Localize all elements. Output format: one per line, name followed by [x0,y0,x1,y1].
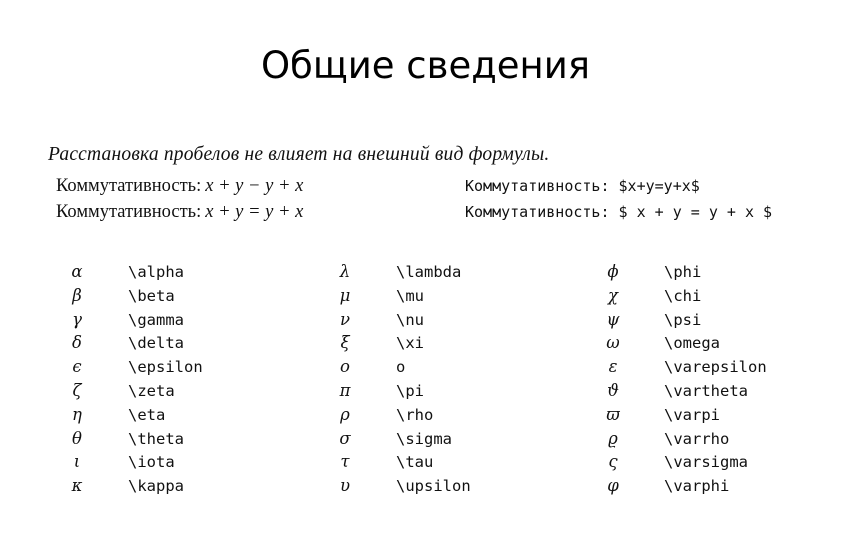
latex-command: \nu [396,310,424,329]
symbol-row [330,452,600,476]
latex-command: \lambda [396,263,462,281]
latex-command: \rho [396,405,434,424]
greek-symbol: ϑ [607,380,619,400]
latex-command: \pi [396,381,424,400]
formula-source-code: Коммутативность: $ x + y = y + x $ [465,203,773,221]
rendered-formula [56,176,303,197]
greek-symbol: μ [339,285,351,305]
greek-symbol: ϖ [606,404,620,424]
symbol-row [330,429,600,453]
greek-symbol: β [72,285,82,305]
latex-command: \eta [128,405,166,424]
symbol-row [62,357,332,381]
greek-symbol: χ [608,285,618,305]
symbol-row [598,405,851,429]
symbol-row [62,333,332,357]
symbol-row [330,333,600,357]
symbols-column-3 [598,262,851,500]
greek-symbol: o [340,357,350,377]
example-line-1 [56,176,846,202]
greek-symbol: ϱ [608,428,618,448]
greek-symbol: π [339,380,351,400]
latex-command: o [396,358,406,377]
symbol-row [62,452,332,476]
latex-command: \kappa [128,477,184,496]
latex-command: \iota [128,453,175,472]
symbol-row [62,262,332,286]
greek-symbol: ω [606,333,620,353]
symbol-row [62,286,332,310]
spacing-note: Расстановка пробелов не влияет на внешний вид формулы. [48,144,550,165]
formula-source-code: Коммутативность: $x+y=y+x$ [465,177,700,195]
latex-command: \varrho [664,429,730,448]
latex-command: \beta [128,286,175,305]
symbol-row [598,333,851,357]
rendered-formula [56,202,303,223]
greek-symbol: η [72,404,82,424]
symbol-row [330,310,600,334]
latex-command: \delta [128,334,184,353]
greek-symbol: ν [339,309,351,329]
greek-symbol: ι [73,452,81,472]
latex-command: \theta [128,429,184,448]
latex-command: \xi [396,334,424,353]
symbol-row [330,286,600,310]
latex-command: \phi [664,263,702,281]
symbol-row [330,405,600,429]
symbol-row [598,476,851,500]
latex-command: \epsilon [128,358,203,377]
symbol-row [598,310,851,334]
symbol-row [598,452,851,476]
greek-symbol: ψ [606,309,620,329]
symbols-column-2 [330,262,600,500]
greek-symbol: υ [339,476,351,496]
greek-symbol: τ [340,452,350,472]
symbol-row [62,476,332,500]
greek-symbol: ϵ [72,357,82,377]
formula-label: Коммутативность: [56,202,202,222]
symbol-row [330,476,600,500]
symbol-row [598,429,851,453]
latex-command: \varsigma [664,453,748,472]
symbol-row [62,429,332,453]
greek-symbol: σ [339,428,351,448]
symbol-row [598,381,851,405]
latex-command: \psi [664,310,702,329]
greek-symbol: ξ [340,333,350,353]
formula-math: x + y = y + x [205,202,304,222]
latex-command: \alpha [128,263,184,281]
symbol-row [62,405,332,429]
latex-command: \omega [664,334,720,353]
symbols-column-1 [62,262,332,500]
latex-command: \upsilon [396,477,471,496]
symbol-row [598,357,851,381]
greek-symbol: ς [608,452,618,472]
latex-command: \varpi [664,405,720,424]
greek-symbol: κ [71,476,83,496]
latex-command: \vartheta [664,381,748,400]
greek-symbol: ϕ [607,262,619,281]
symbol-row [62,381,332,405]
latex-command: \mu [396,286,424,305]
greek-symbol: γ [72,309,82,329]
greek-symbol: α [71,262,83,281]
greek-symbol: φ [607,476,619,496]
symbol-row [598,262,851,286]
symbol-row [330,357,600,381]
latex-command: \varphi [664,477,730,496]
formula-label: Коммутативность: [56,176,202,196]
latex-command: \tau [396,453,434,472]
latex-command: \zeta [128,381,175,400]
latex-command: \chi [664,286,702,305]
greek-symbol: ρ [340,404,350,424]
slide-title: Общие сведения [260,44,591,87]
symbol-row [598,286,851,310]
latex-command: \varepsilon [664,358,767,377]
symbol-row [62,310,332,334]
latex-command: \sigma [396,429,452,448]
greek-symbol: ζ [72,380,82,400]
formula-math: x + y − y + x [205,176,304,196]
example-line-2 [56,202,846,228]
greek-letters-table [62,262,782,502]
latex-command: \gamma [128,310,184,329]
symbol-row [330,381,600,405]
greek-symbol: θ [72,428,82,448]
greek-symbol: δ [72,333,82,353]
greek-symbol: ε [608,357,618,377]
greek-symbol: λ [339,262,351,281]
symbol-row [330,262,600,286]
